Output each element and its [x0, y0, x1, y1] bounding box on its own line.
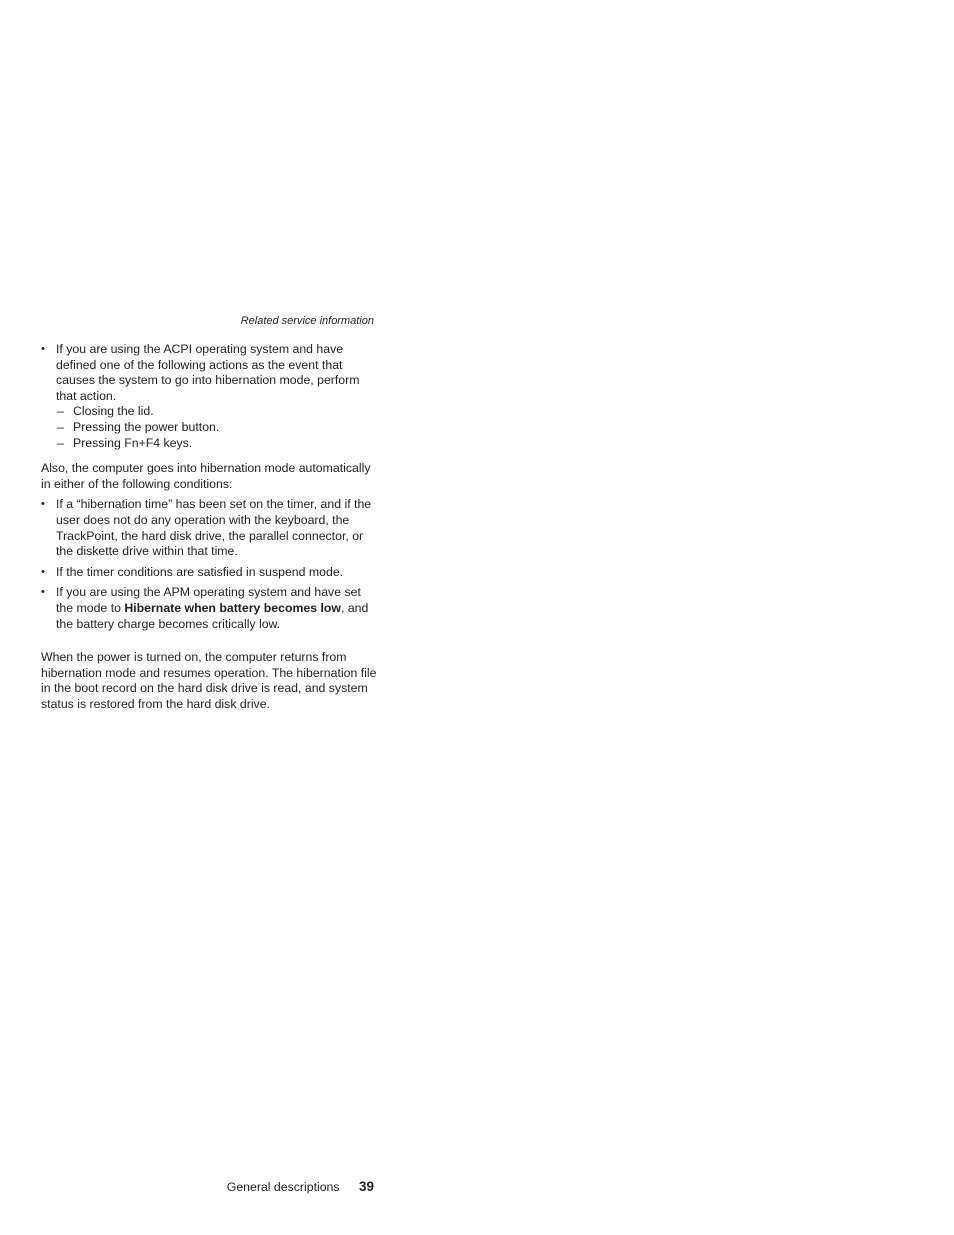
list-item-text: If you are using the ACPI operating system and have defined one of the following actions as the event that causes the system to go into hibernation mode, perform that action. — [56, 342, 360, 403]
action-sublist — [56, 404, 381, 451]
list-item-text: If you are using the APM operating system and have set the mode to — [56, 585, 361, 615]
sublist-item: – Pressing Fn+F4 keys. — [56, 436, 381, 452]
page-number: 39 — [358, 1179, 374, 1194]
footer-section: General descriptions — [226, 1180, 340, 1194]
acpi-list — [41, 342, 381, 451]
paragraph-resume: When the power is turned on, the computer returns from hibernation mode and resumes operation. The hibernation file in the boot record on the hard disk drive is read, and system status is restored from the hard disk drive. — [41, 650, 377, 711]
list-item: • If the timer conditions are satisfied in suspend mode. — [41, 565, 381, 581]
page-body — [41, 342, 381, 712]
list-item — [41, 585, 381, 632]
bold-setting-name: Hibernate when battery becomes low — [124, 600, 341, 615]
sublist-item: – Closing the lid. — [56, 404, 381, 420]
list-item: • If a “hibernation time” has been set on the timer, and if the user does not do any operation with the keyboard, the TrackPoint, the hard disk drive, the parallel connector, or the diskette drive within that time. — [41, 497, 381, 559]
conditions-list — [41, 497, 381, 632]
sublist-item: – Pressing the power button. — [56, 420, 381, 436]
paragraph-conditions: Also, the computer goes into hibernation mode automatically in either of the following conditions: — [41, 461, 371, 491]
page-footer — [41, 1179, 374, 1196]
list-item — [41, 342, 381, 451]
list-item-text: , and the battery charge becomes critically low. — [56, 600, 369, 631]
running-header: Related service information — [240, 315, 374, 327]
